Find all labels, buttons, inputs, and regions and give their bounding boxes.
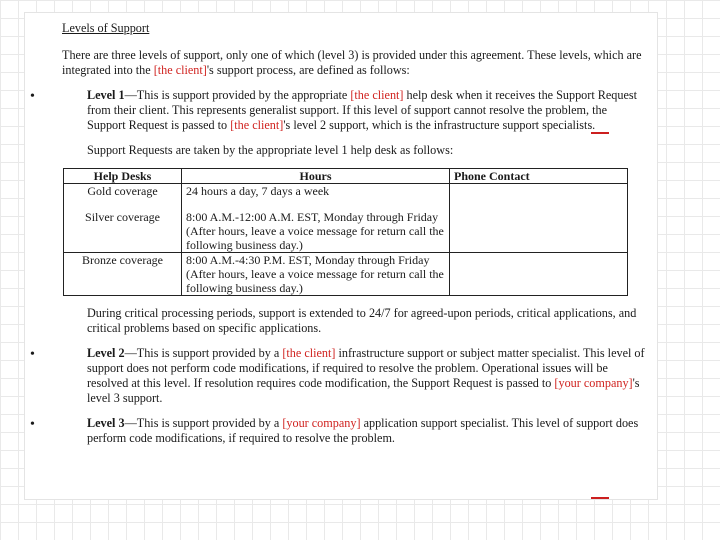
- help-desk-gold: Gold coverage: [87, 184, 158, 198]
- level2-term: Level 2: [87, 346, 125, 360]
- column-header: Hours: [182, 169, 450, 184]
- document-page: [24, 12, 658, 500]
- table-intro: Support Requests are taken by the appropriate level 1 help desk as follows:: [87, 143, 454, 157]
- company-placeholder: [your company]: [554, 376, 633, 390]
- level3-text: application support specialist. This level of support does perform code modifications, if required to resolve the problem.: [87, 416, 639, 445]
- column-header: Phone Contact: [450, 169, 628, 184]
- level2-item: [30, 346, 647, 406]
- section-heading: Levels of Support: [62, 21, 150, 35]
- table-cell: [450, 184, 628, 253]
- document-body: [30, 21, 647, 456]
- client-placeholder: [the client]: [230, 118, 284, 132]
- hours-gold: 24 hours a day, 7 days a week: [186, 184, 330, 198]
- level2-text: —This is support provided by a: [124, 346, 283, 360]
- level2-text: infrastructure support or subject matter specialist. This level of support does not perform code modifications, if required to resolve the problem. Operational issues will be resolved at this level. If resolution requires code modification, the Support Request is passed to: [87, 346, 645, 390]
- level1-item: [30, 88, 647, 133]
- critical-note: During critical processing periods, support is extended to 24/7 for agreed-upon periods, critical applications, and critical problems based on specific applications.: [87, 306, 637, 335]
- intro-text: There are three levels of support, only one of which (level 3) is provided under this agreement. These levels, which are integrated into the: [62, 48, 642, 77]
- support-hours-table: [63, 168, 628, 296]
- intro-text-end: 's support process, are defined as follows:: [206, 63, 410, 77]
- phone-bronze: [450, 253, 628, 296]
- column-header: Help Desks: [64, 169, 182, 184]
- client-placeholder: [the client]: [282, 346, 336, 360]
- accent-line-bottom: [591, 497, 609, 499]
- client-placeholder: [the client]: [153, 63, 207, 77]
- table-cell: [182, 184, 450, 253]
- level3-item: [30, 416, 647, 446]
- bullet-icon: •: [30, 347, 35, 362]
- hours-silver: 8:00 A.M.-12:00 A.M. EST, Monday through Friday (After hours, leave a voice message for return call the following business day.): [186, 210, 444, 252]
- bullet-icon: •: [30, 417, 35, 432]
- level3-term: Level 3: [87, 416, 125, 430]
- hours-bronze: 8:00 A.M.-4:30 P.M. EST, Monday through Friday (After hours, leave a voice message for return call the following business day.): [182, 253, 450, 296]
- table-row: [64, 253, 628, 296]
- level3-text: —This is support provided by a: [124, 416, 283, 430]
- level1-text: —This is support provided by the appropriate: [124, 88, 351, 102]
- help-desk-bronze: Bronze coverage: [64, 253, 182, 296]
- level1-term: Level 1: [87, 88, 125, 102]
- company-placeholder: [your company]: [282, 416, 361, 430]
- level1-text: 's level 2 support, which is the infrastructure support specialists.: [283, 118, 596, 132]
- table-row: [64, 184, 628, 253]
- bullet-icon: •: [30, 89, 35, 104]
- table-cell: [64, 184, 182, 253]
- intro-paragraph: [62, 48, 647, 78]
- client-placeholder: [the client]: [350, 88, 404, 102]
- help-desk-silver: Silver coverage: [85, 210, 160, 224]
- level1-text: help desk when it receives the Support Request from their client. This represents generalist support. If this level of support cannot resolve the problem, the Support Request is passed to: [87, 88, 638, 132]
- level2-text: 's level 3 support.: [87, 376, 640, 405]
- table-header-row: [64, 169, 628, 184]
